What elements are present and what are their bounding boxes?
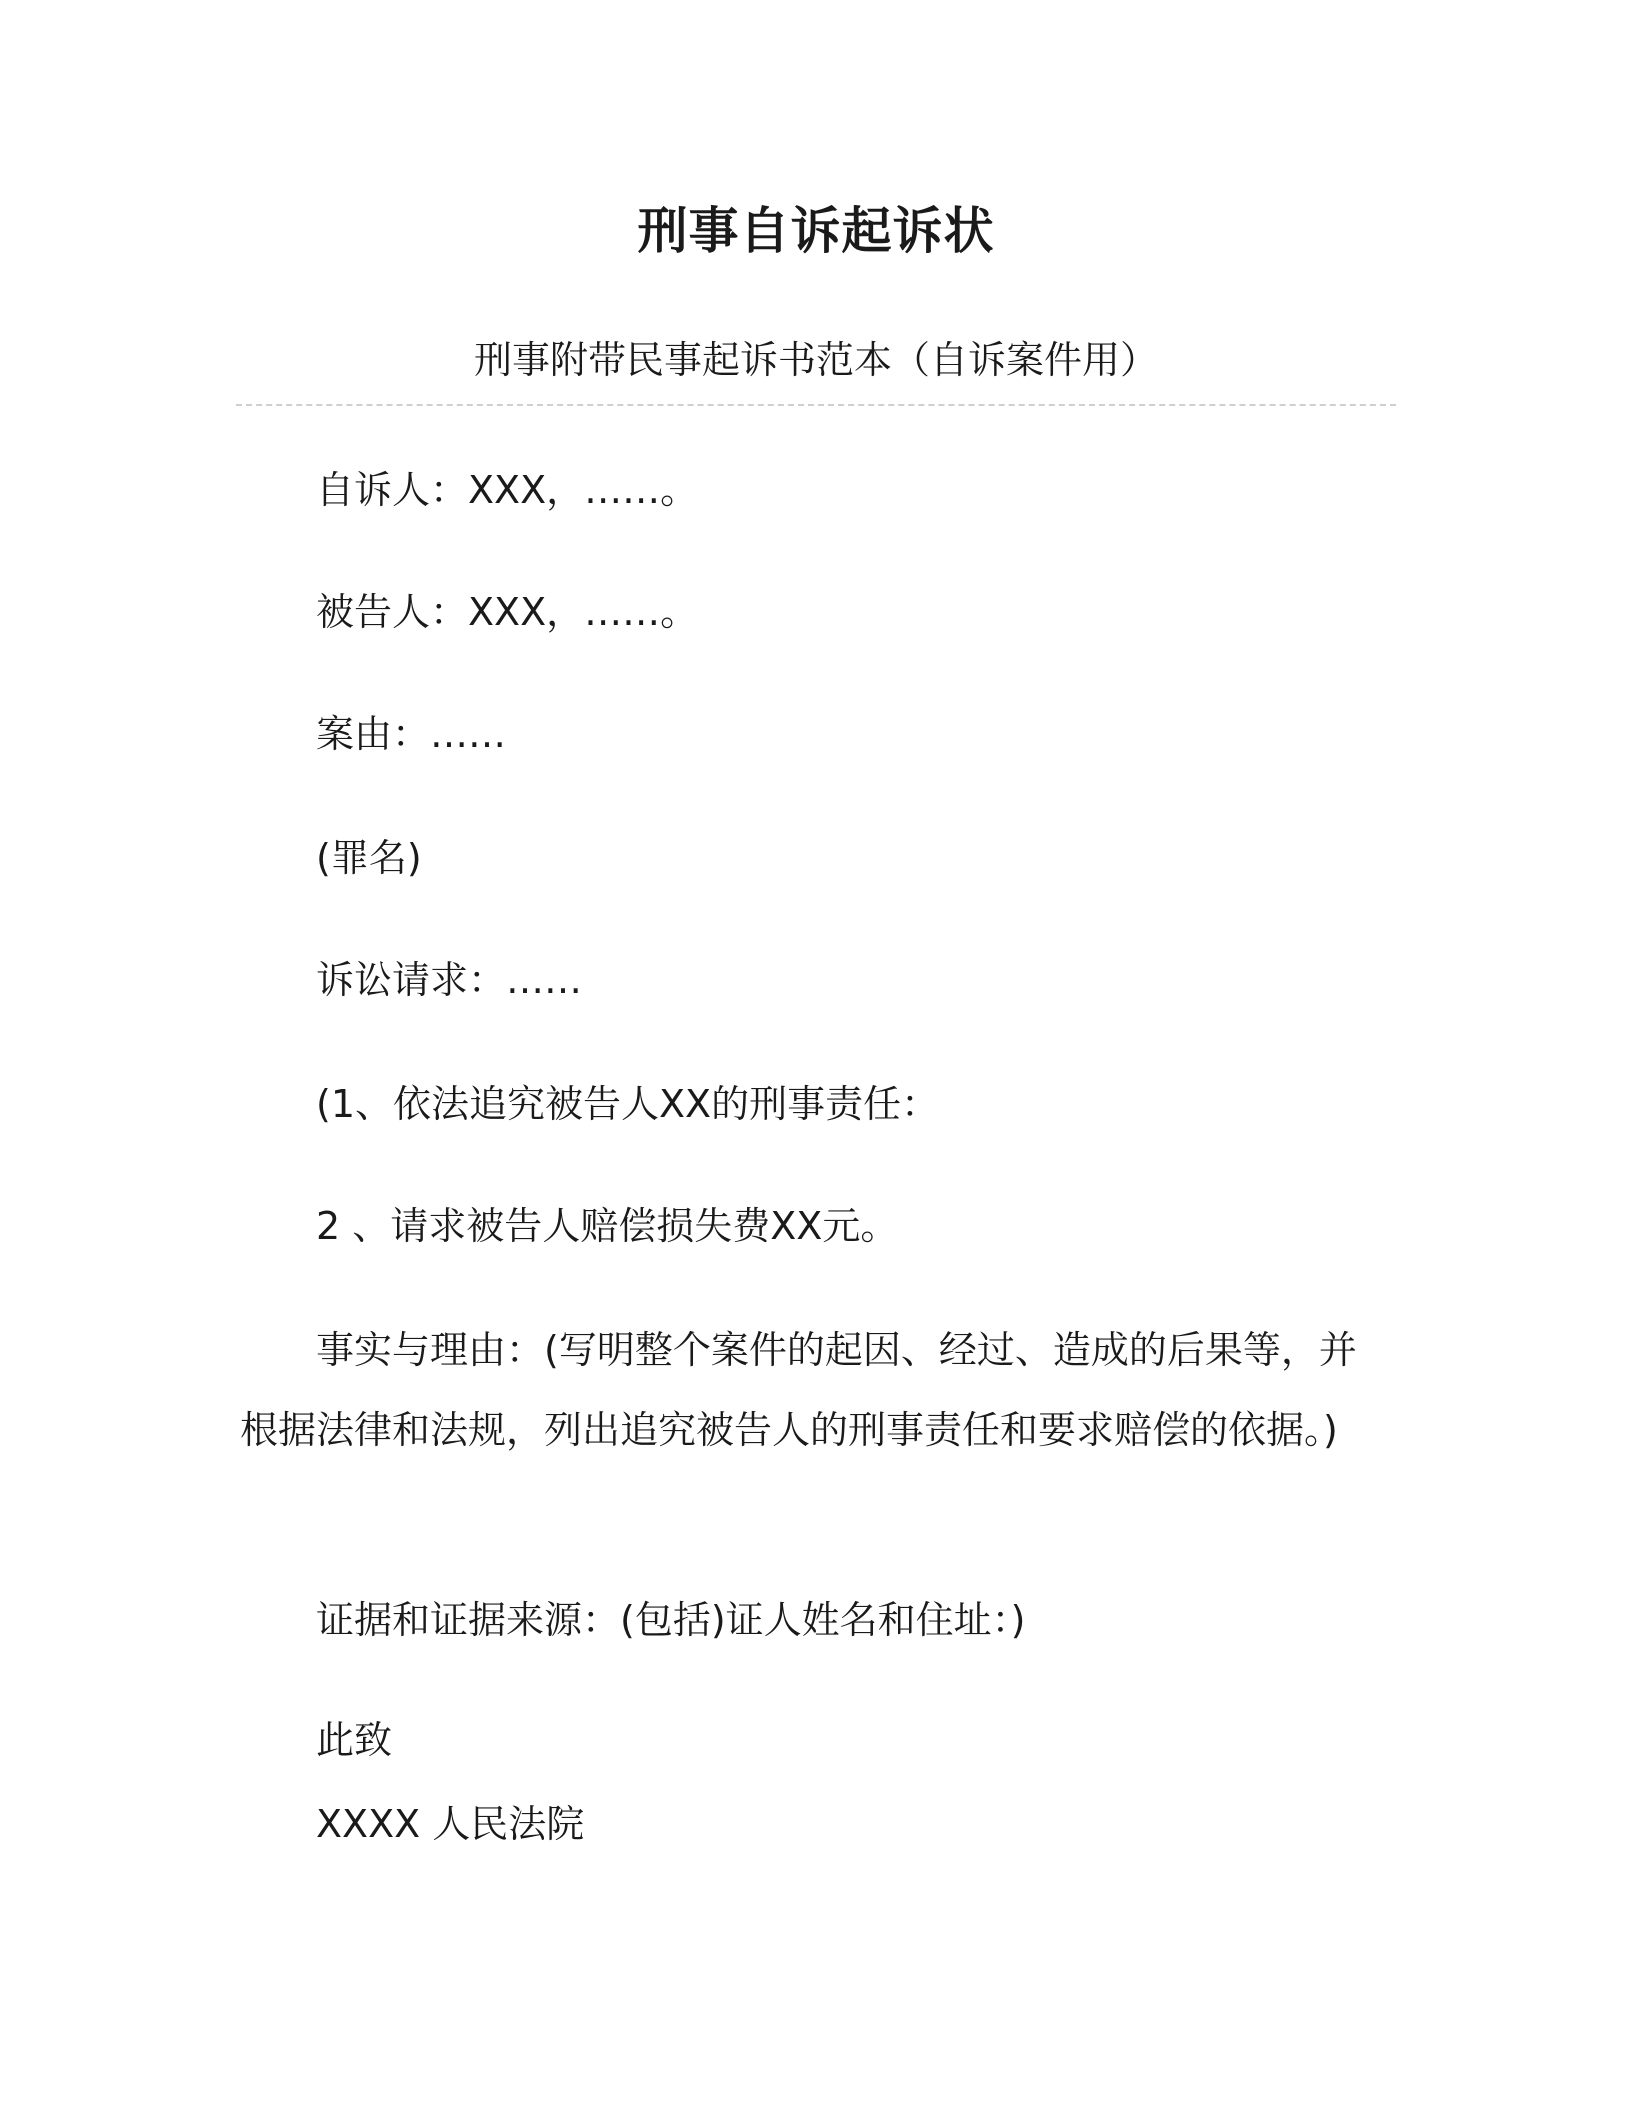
evidence-line: 证据和证据来源：(包括)证人姓名和住址：) xyxy=(316,1598,1026,1642)
defendant-line: 被告人：XXX，……。 xyxy=(316,590,699,634)
court-line: XXXX 人民法院 xyxy=(316,1802,585,1846)
claims-line: 诉讼请求：…… xyxy=(316,958,583,1002)
facts-paragraph: 事实与理由：(写明整个案件的起因、经过、造成的后果等，并根据法律和法规，列出追究被告人的刑事责任和要求赔偿的依据。) xyxy=(240,1328,1357,1452)
document-subtitle: 刑事附带民事起诉书范本（自诉案件用） xyxy=(473,338,1158,382)
closing-line: 此致 xyxy=(316,1718,393,1762)
claim-item-1: (1、依法追究被告人XX的刑事责任： xyxy=(316,1082,940,1126)
cause-line: 案由：…… xyxy=(316,712,507,756)
plaintiff-line: 自诉人：XXX，……。 xyxy=(316,468,699,512)
claim-item-2: 2 、请求被告人赔偿损失费XX元。 xyxy=(316,1204,899,1248)
document-title: 刑事自诉起诉状 xyxy=(637,202,995,260)
dashed-divider xyxy=(236,404,1396,406)
charge-line: (罪名) xyxy=(316,836,422,880)
